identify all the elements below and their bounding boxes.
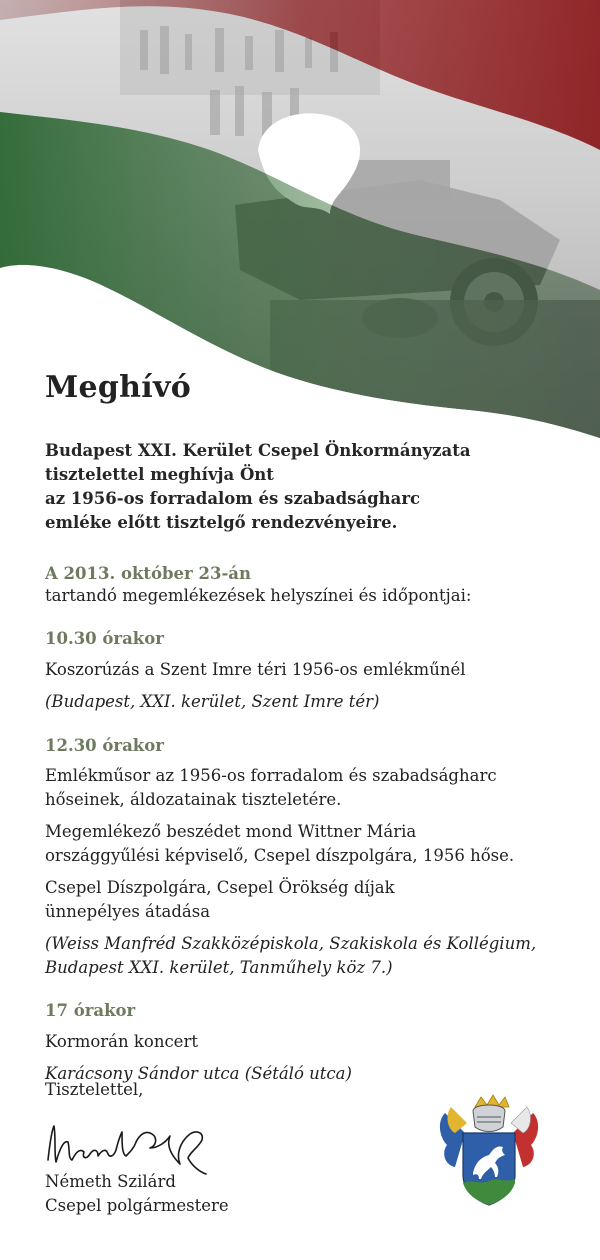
event-location — [45, 932, 575, 979]
event-time: 12.30 órakor — [45, 735, 164, 755]
event-awards — [45, 876, 575, 923]
coat-of-arms-icon — [437, 1093, 541, 1208]
intro-line: az 1956-os forradalom és szabadságharc — [45, 489, 421, 508]
text-line: országgyűlési képviselő, Csepel díszpolgára, 1956 hőse. — [45, 845, 515, 865]
text-line: Megemlékező beszédet mond Wittner Mária — [45, 822, 417, 841]
event-description — [45, 764, 575, 811]
signature — [40, 1112, 220, 1178]
signer-name: Németh Szilárd — [45, 1172, 176, 1191]
date-block — [45, 563, 575, 607]
event-speaker — [45, 820, 575, 867]
text-line: Csepel Díszpolgára, Csepel Örökség díjak — [45, 878, 395, 897]
page-title: Meghívó — [45, 370, 192, 405]
text-line: hőseinek, áldozatainak tiszteletére. — [45, 789, 342, 809]
event-2 — [45, 734, 575, 980]
event-time: 17 órakor — [45, 1001, 136, 1020]
text-line: Emlékműsor az 1956-os forradalom és szabadságharc — [45, 766, 497, 785]
intro-line: Budapest XXI. Kerület Csepel Önkormányzata — [45, 441, 471, 460]
event-description: Kormorán koncert — [45, 1031, 198, 1051]
event-1 — [45, 627, 575, 714]
intro-line: emléke előtt tisztelgő rendezvényeire. — [45, 513, 398, 532]
text-line: ünnepélyes átadása — [45, 901, 211, 921]
signer-block — [45, 1170, 229, 1218]
event-time: 10.30 órakor — [45, 629, 164, 648]
event-3 — [45, 999, 575, 1086]
signer-role: Csepel polgármestere — [45, 1196, 229, 1215]
intro-text — [45, 439, 575, 535]
text-line: Budapest XXI. kerület, Tanműhely köz 7.) — [45, 957, 393, 977]
intro-line: tisztelettel meghívja Önt — [45, 465, 274, 484]
closing-greeting: Tisztelettel, — [45, 1080, 144, 1099]
date-subtitle: tartandó megemlékezések helyszínei és időpontjai: — [45, 586, 472, 605]
event-description: Koszorúzás a Szent Imre téri 1956-os emlékműnél — [45, 659, 466, 679]
event-date: A 2013. október 23-án — [45, 564, 251, 583]
event-location: Karácsony Sándor utca (Sétáló utca) — [45, 1064, 352, 1083]
text-line: (Weiss Manfréd Szakközépiskola, Szakiskola és Kollégium, — [45, 934, 537, 953]
invitation-body — [45, 370, 575, 1086]
event-location: (Budapest, XXI. kerület, Szent Imre tér) — [45, 692, 380, 711]
